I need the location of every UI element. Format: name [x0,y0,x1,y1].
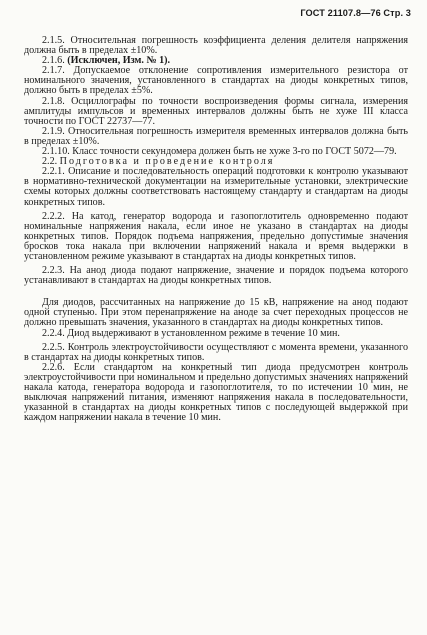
paragraph-2-2-2: 2.2.2. На катод, генератор водорода и газопоглотитель одновременно подают номинальные напряжения накала, если иное не указано в стандартах на диоды конкретных типов. Порядок подъема напряжения, предельно допустимые значения бросков тока накала при включении напряжений накала и время выдержки в установленном режиме указывают в стандартах на диоды конкретных типов. [24,210,408,262]
section-title: Подготовка и проведение контроля [59,156,275,168]
page-header: ГОСТ 21107.8—76 Стр. 3 [300,8,411,18]
paragraph-2-2-1: 2.2.1. Описание и последовательность операций подготовки к контролю указывают в нормативно-технической документации на измерительные установки, электрические схемы которых должны соответствовать настоящему стандарту и стандартам на диоды конкретных типов. [24,166,408,208]
document-body [24,36,408,423]
paragraph-2-2-6: 2.2.6. Если стандартом на конкретный тип диода предусмотрен контроль электроустойчивости при номинальном и предельно допустимых значениях напряжений накала катода, генератора водорода и газопоглотителя, то по истечении 10 мин, не выключая напряжений питания, изменяют напряжения накала в последовательности, указанной в стандартах на диоды конкретных типов с последующей выдержкой при каждом напряжении накала в течение 10 мин. [24,361,408,424]
paragraph-2-1-5: 2.1.5. Относительная погрешность коэффициента деления делителя напряжения должна быть в пределах ±10%. [24,35,408,57]
paragraph-2-2-5: 2.2.5. Контроль электроустойчивости осуществляют с момента времени, указанного в стандартах на диоды конкретных типов. [24,341,408,363]
excluded-note: (Исключен, Изм. № 1). [67,55,171,67]
paragraph-2-2-3-continued: Для диодов, рассчитанных на напряжение до 15 кВ, напряжение на анод подают одной ступенью. При этом перенапряжение на аноде за счет переходных процессов не должно превышать значения, указанного в стандартах на диоды конкретных типов. [24,297,408,329]
paragraph-2-2-3: 2.2.3. На анод диода подают напряжение, значение и порядок подъема которого устанавливают в стандартах на диоды конкретных типов. [24,265,408,287]
paragraph-2-1-9: 2.1.9. Относительная погрешность измерителя временных интервалов должна быть в пределах ±10%. [24,125,408,147]
paragraph-2-1-10: 2.1.10. Класс точности секундомера должен быть не хуже 3-го по ГОСТ 5072—79. [42,146,397,158]
section-number: 2.2. [42,156,58,168]
paragraph-2-2-4: 2.2.4. Диод выдерживают в установленном режиме в течение 10 мин. [42,327,340,339]
paragraph-2-1-7: 2.1.7. Допускаемое отклонение сопротивления измерительного резистора от номинального значения, установленного в стандартах на диоды конкретных типов, должно быть в пределах ±5%. [24,65,408,97]
paragraph-2-1-8: 2.1.8. Осциллографы по точности воспроизведения формы сигнала, измерения амплитуды импульсов и временных интервалов должны быть не хуже III класса точности по ГОСТ 22737—77. [24,95,408,127]
paragraph-number: 2.1.6. [42,55,65,67]
